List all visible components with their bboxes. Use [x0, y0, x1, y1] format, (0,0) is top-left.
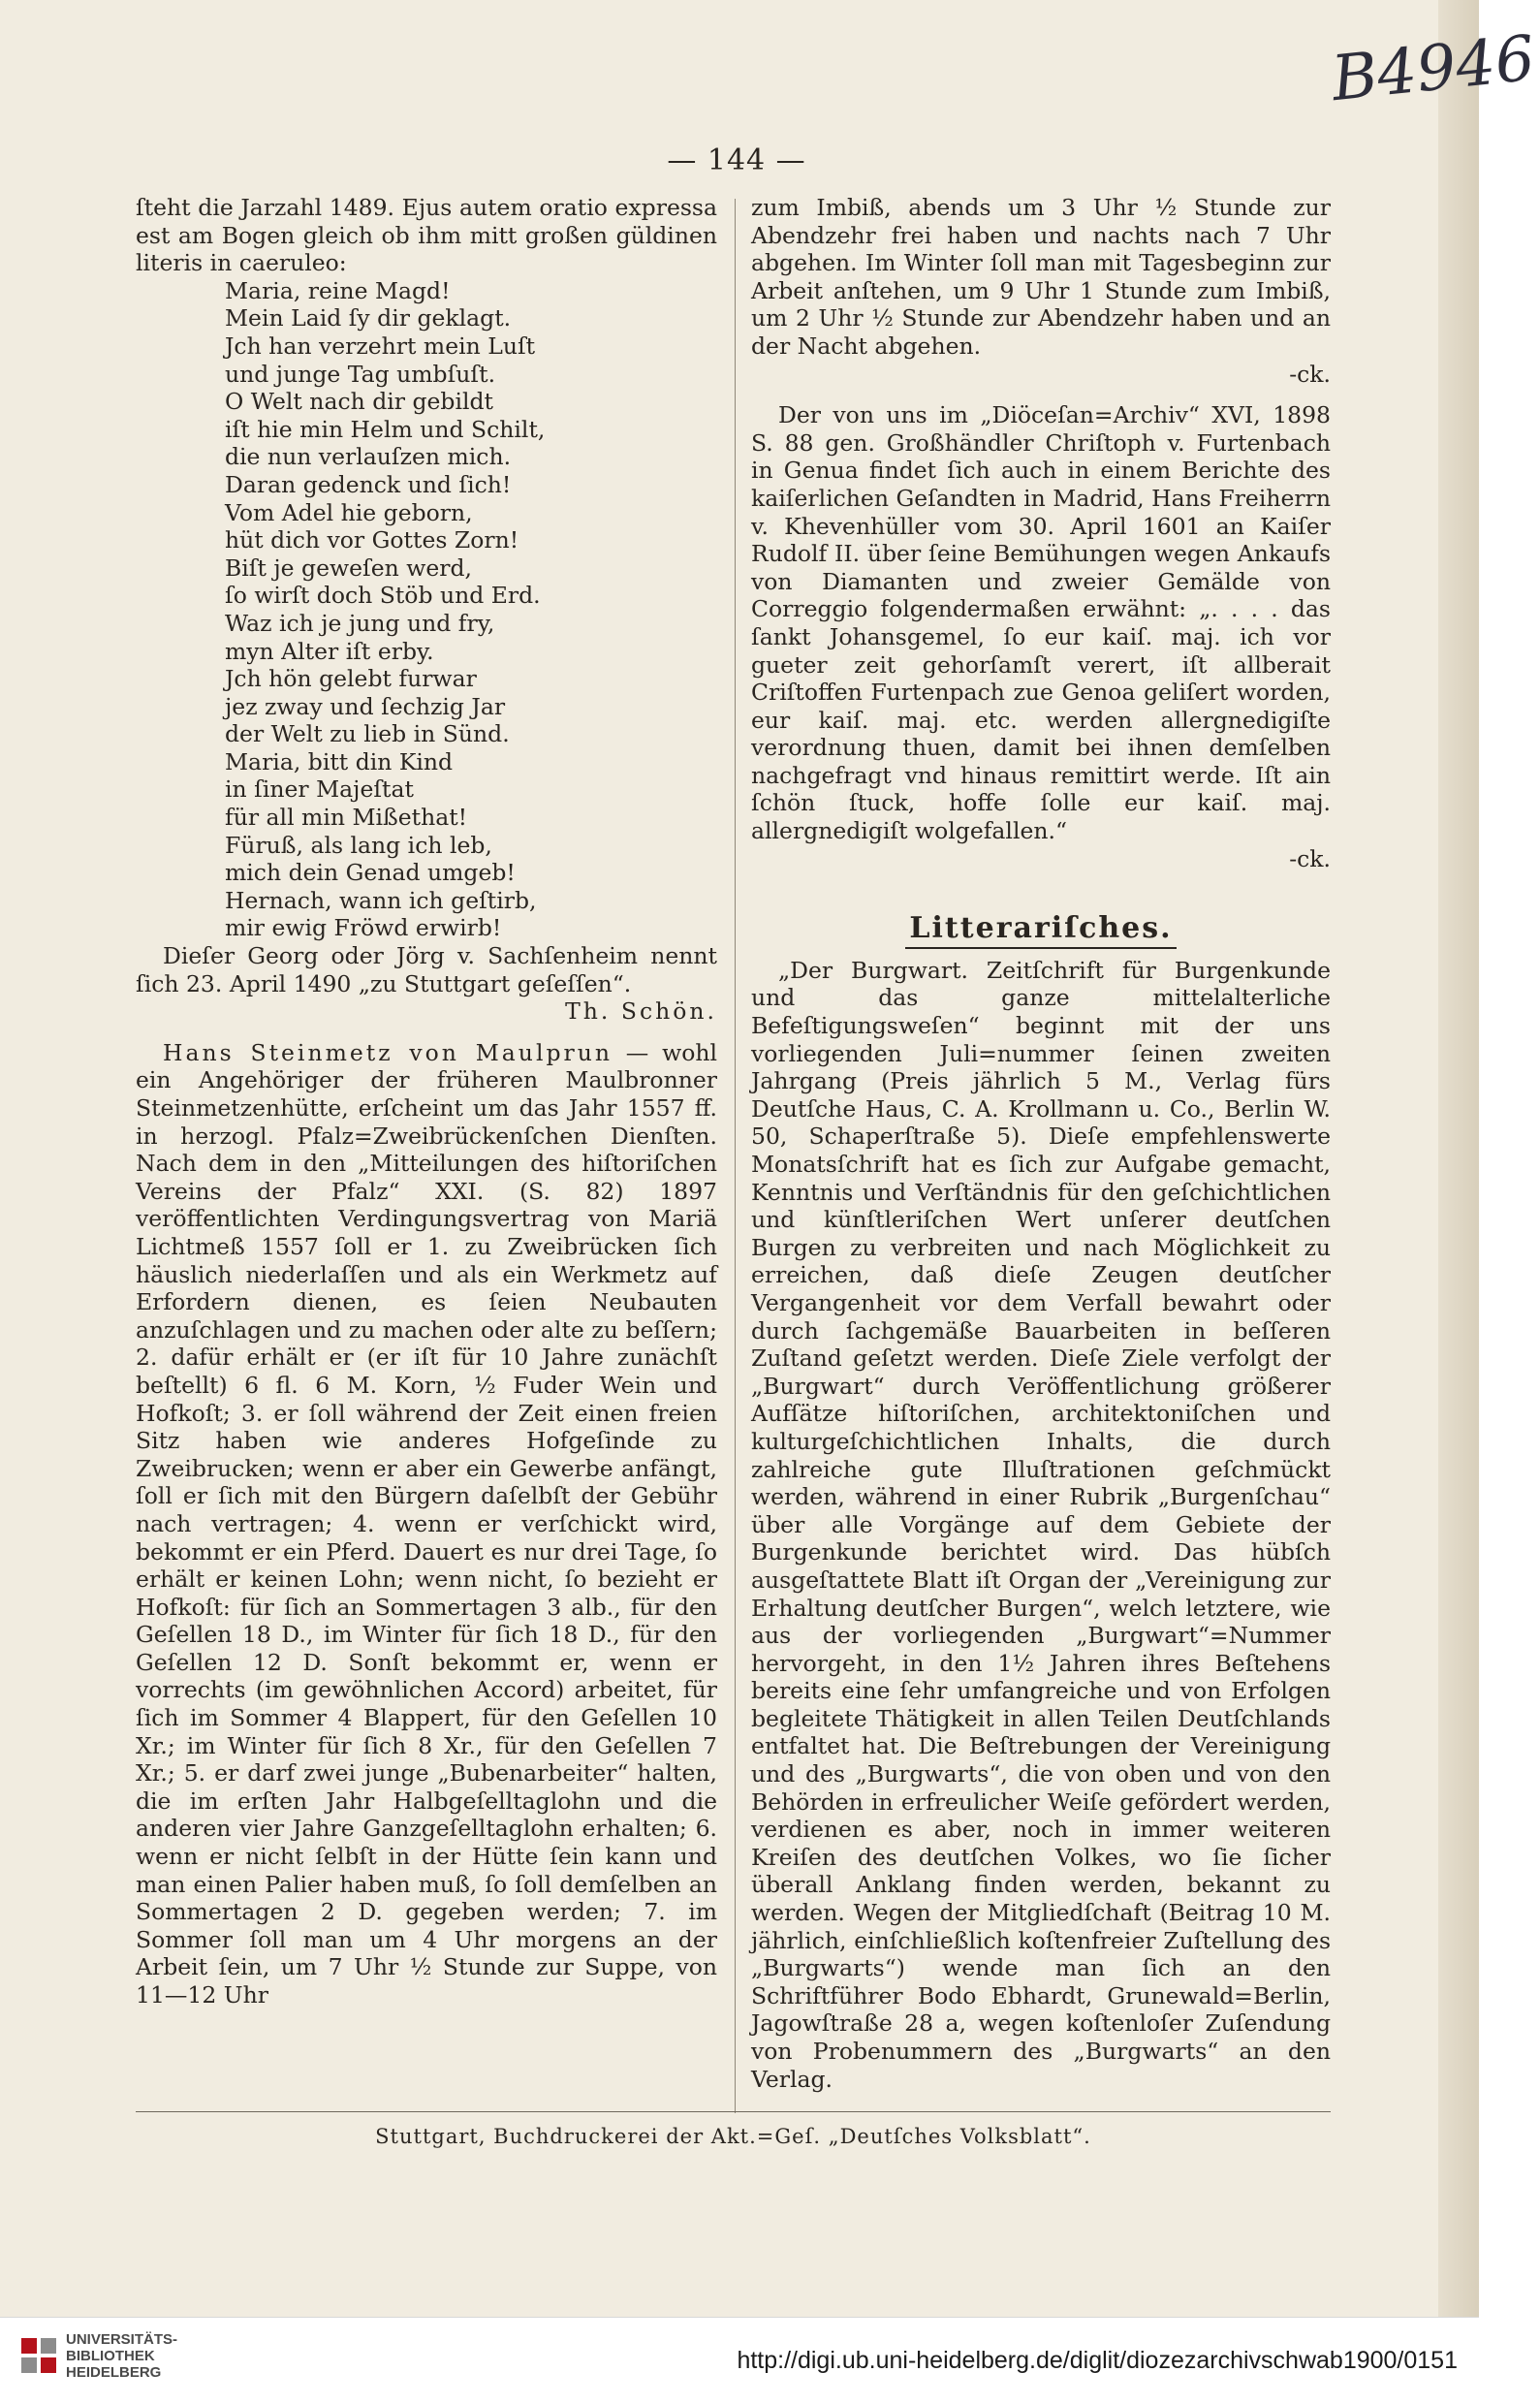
- verse-line: und junge Tag umbſuſt.: [225, 360, 496, 388]
- verse-line: in ſiner Majeſtat: [225, 775, 414, 804]
- verse-line: Waz ich je jung und fry,: [225, 609, 495, 637]
- right-column: [751, 194, 1331, 2093]
- verse-line: O Welt nach dir gebildt: [225, 388, 493, 416]
- burgwart-paragraph: „Der Burgwart. Zeitſchrift für Burgenkunde und das ganze mittelalterliche Befeſtigungsweſen“ beginnt mit der uns vorliegenden Juli=nummer ſeinen zweiten Jahrgang (Preis jährlich 5 M., Verlag fürs Deutſche Haus, C. A. Krollmann u. Co., Berlin W. 50, Schaperſtraße 5). Dieſe empfehlenswerte Monatsſchrift hat es ſich zur Aufgabe gemacht, Kenntnis und Verſtändnis für den geſchichtlichen und künſtleriſchen Wert unſerer deutſchen Burgen zu verbreiten und nach Möglichkeit zu erreichen, daß dieſe Zeugen deutſcher Vergangenheit vor dem Verfall bewahrt oder durch ſachgemäße Bauarbeiten in beſſeren Zuſtand geſetzt werden. Dieſe Ziele verfolgt der „Burgwart“ durch Veröffentlichung größerer Aufſätze hiſtoriſchen, architektoniſchen und kulturgeſchichtlichen Inhalts, die durch zahlreiche gute Illuſtrationen geſchmückt werden, während in einer Rubrik „Burgenſchau“ über alle Vorgänge auf dem Gebiete der Burgenkunde berichtet wird. Das hübſch ausgeſtattete Blatt iſt Organ der „Vereinigung zur Erhaltung deutſcher Burgen“, welch letztere, wie aus der vorliegenden „Burgwart“=Nummer hervorgeht, in den 1½ Jahren ihres Beſtehens bereits eine ſehr umfangreiche und von Erfolgen begleitete Thätigkeit in allen Teilen Deutſchlands entfaltet hat. Die Beſtrebungen der Vereinigung und des „Burgwarts“, die von oben und von den Behörden in erfreulicher Weiſe gefördert werden, verdienen es aber, noch in immer weiteren Kreiſen des deutſchen Volkes, wo ſie ſicher überall Anklang finden werden, bekannt zu werden. Wegen der Mitgliedſchaft (Beitrag 10 M. jährlich, einſchließlich koſtenfreier Zuſtellung des „Burgwarts“) wende man ſich an den Schriftführer Bodo Ebhardt, Grunewald=Berlin, Jagowſtraße 28 a, wegen koſtenloſer Zuſendung von Probenummern des „Burgwarts“ an den Verlag.: [751, 956, 1331, 2093]
- steinmetz-paragraph: [136, 1039, 717, 2009]
- library-name-line3: HEIDELBERG: [66, 2364, 162, 2381]
- page-number: — 144 —: [667, 143, 806, 177]
- library-name: [66, 2331, 177, 2381]
- verse-line: Maria, bitt din Kind: [225, 747, 454, 775]
- verse-line: Hernach, wann ich geſtirb,: [225, 886, 537, 914]
- steinmetz-name: Hans Steinmetz von Maulprun: [163, 1038, 613, 1066]
- verse-line: myn Alter iſt erby.: [225, 637, 434, 665]
- verse-line: jez zway und ſechzig Jar: [225, 692, 506, 720]
- printer-imprint: Stuttgart, Buchdruckerei der Akt.=Geſ. „Deutſches Volksblatt“.: [375, 2125, 1091, 2148]
- verse-line: Daran gedenck und ſich!: [225, 470, 512, 498]
- library-name-line1: UNIVERSITÄTS-: [66, 2331, 178, 2348]
- university-library-logo-icon: [19, 2336, 58, 2375]
- verse-line: der Welt zu lieb in Sünd.: [225, 720, 510, 748]
- sachsenheim-paragraph: Dieſer Georg oder Jörg v. Sachſenheim nennt ſich 23. April 1490 „zu Stuttgart geſeſſen“.: [136, 942, 717, 997]
- furtenbach-paragraph: Der von uns im „Diöceſan=Archiv“ XVI, 1898 S. 88 gen. Großhändler Chriſtoph v. Furtenbach in Genua findet ſich auch in einem Berichte des kaiſerlichen Geſandten in Madrid, Hans Freiherrn v. Khevenhüller vom 30. April 1601 an Kaiſer Rudolf II. über ſeine Bemühungen wegen Ankaufs von Diamanten und zweier Gemälde von Correggio folgendermaßen erwähnt: „. . . . das ſankt Johansgemel, ſo eur kaiſ. maj. ich vor gueter zeit gehorſamſt verert, iſt allberait Criſtoffen Furtenpach zue Genoa geliſert worden, eur kaiſ. maj. etc. werden allergnedigiſte verordnung thuen, damit bei ihnen demſelben nachgefragt vnd hinaus remittirt werde. Iſt ain ſchön ſtuck, hoffe ſolle eur kaiſ. maj. allergnedigiſt wolgefallen.“: [751, 401, 1331, 845]
- verse-line: ſo wirſt doch Stöb und Erd.: [225, 582, 541, 610]
- signature-ck-2: -ck.: [1289, 844, 1331, 872]
- verse-line: für all min Mißethat!: [225, 804, 468, 832]
- verse-line: mir ewig Fröwd erwirb!: [225, 914, 502, 942]
- verse-line: Jch han verzehrt mein Luſt: [225, 332, 536, 360]
- page-edge: [1438, 0, 1479, 2317]
- verse-line: die nun verlauſzen mich.: [225, 443, 512, 471]
- verse-line: iſt hie min Helm und Schilt,: [225, 415, 546, 443]
- verse-line: Jch hön gelebt furwar: [225, 665, 477, 693]
- verse-line: Füruß, als lang ich leb,: [225, 831, 492, 859]
- verse-line: Vom Adel hie geborn,: [225, 498, 473, 526]
- intro-paragraph: ſteht die Jarzahl 1489. Ejus autem oratio expressa est am Bogen gleich ob ihm mitt großen güldinen literis in caeruleo:: [136, 194, 717, 277]
- verse-line: Biſt je geweſen werd,: [225, 554, 473, 582]
- section-heading: [751, 911, 1331, 946]
- section-heading-text: Litterariſches.: [905, 911, 1176, 949]
- verse-line: Maria, reine Magd!: [225, 276, 451, 304]
- verse-line: mich dein Genad umgeb!: [225, 859, 516, 887]
- column-divider: [735, 199, 736, 2113]
- left-column: [136, 194, 717, 2009]
- steinmetz-text: — wohl ein Angehöriger der früheren Maulbronner Steinmetzenhütte, erſcheint um das Jahr 1557 ff. in herzogl. Pfalz=Zweibrückenſchen Dienſten. Nach dem in den „Mitteilungen des hiſtoriſchen Vereins der Pfalz“ XXI. (S. 82) 1897 veröffentlichten Verdingungsvertrag von Mariä Lichtmeß 1557 ſoll er 1. zu Zweibrücken ſich häuslich niederlaſſen und als ein Werkmetz auf Erfordern dienen, es ſeien Neubauten anzuſchlagen und zu machen oder alte zu beſſern; 2. dafür erhält er (er iſt für 10 Jahre zunächſt beſtellt) 6 fl. 6 M. Korn, ½ Fuder Wein und Hofkoſt; 3. er ſoll während der Zeit einen freien Sitz haben wie anderes Hofgeſinde zu Zweibrucken; wenn er aber ein Gewerbe anfängt, ſoll er ſich mit den Bürgern daſelbſt der Gebühr nach vertragen; 4. wenn er verſchickt wird, bekommt er ein Pferd. Dauert es nur drei Tage, ſo erhält er keinen Lohn; wenn nicht, ſo bezieht er Hofkoſt: für ſich an Sommertagen 3 alb., für den Geſellen 18 D., im Winter für ſich 18 D., für den Geſellen 12 D. Sonſt bekommt er, wenn er vorrechts (im gewöhnlichen Accord) arbeitet, für ſich im Sommer 4 Blappert, für den Geſellen 10 Xr.; im Winter für ſich 8 Xr., für den Geſellen 7 Xr.; 5. er darf zwei junge „Bubenarbeiter“ halten, die im erſten Jahr Halbgeſelltaglohn und die anderen vier Jahre Ganzgeſelltaglohn erhalten; 6. wenn er nicht ſelbſt in der Hütte ſein kann und man einen Palier haben muß, ſo ſoll demſelben an Sommertagen 2 D. gegeben werden; 7. im Sommer ſoll man um 4 Uhr morgens an der Arbeit ſein, um 7 Uhr ½ Stunde zur Suppe, von 11—12 Uhr: [136, 1038, 718, 2009]
- verse-line: Mein Laid ſy dir geklagt.: [225, 304, 512, 332]
- library-name-line2: BIBLIOTHEK: [66, 2348, 155, 2364]
- continuation-paragraph: zum Imbiß, abends um 3 Uhr ½ Stunde zur Abendzehr frei haben und nachts nach 7 Uhr abgehen. Im Winter ſoll man mit Tagesbeginn zur Arbeit anſtehen, um 9 Uhr 1 Stunde zum Imbiß, um 2 Uhr ½ Stunde zur Abendzehr haben und an der Nacht abgehen.: [751, 194, 1331, 360]
- footer-rule: [136, 2111, 1331, 2112]
- signature-ck-1: -ck.: [1289, 360, 1331, 388]
- signature-schoen: Th. Schön.: [565, 997, 717, 1026]
- verse-line: hüt dich vor Gottes Zorn!: [225, 526, 519, 554]
- permalink-url[interactable]: http://digi.ub.uni-heidelberg.de/diglit/diozezarchivschwab1900/0151: [737, 2347, 1458, 2374]
- epitaph-verse: [136, 277, 717, 942]
- handwritten-shelfmark: B4946: [1328, 22, 1539, 116]
